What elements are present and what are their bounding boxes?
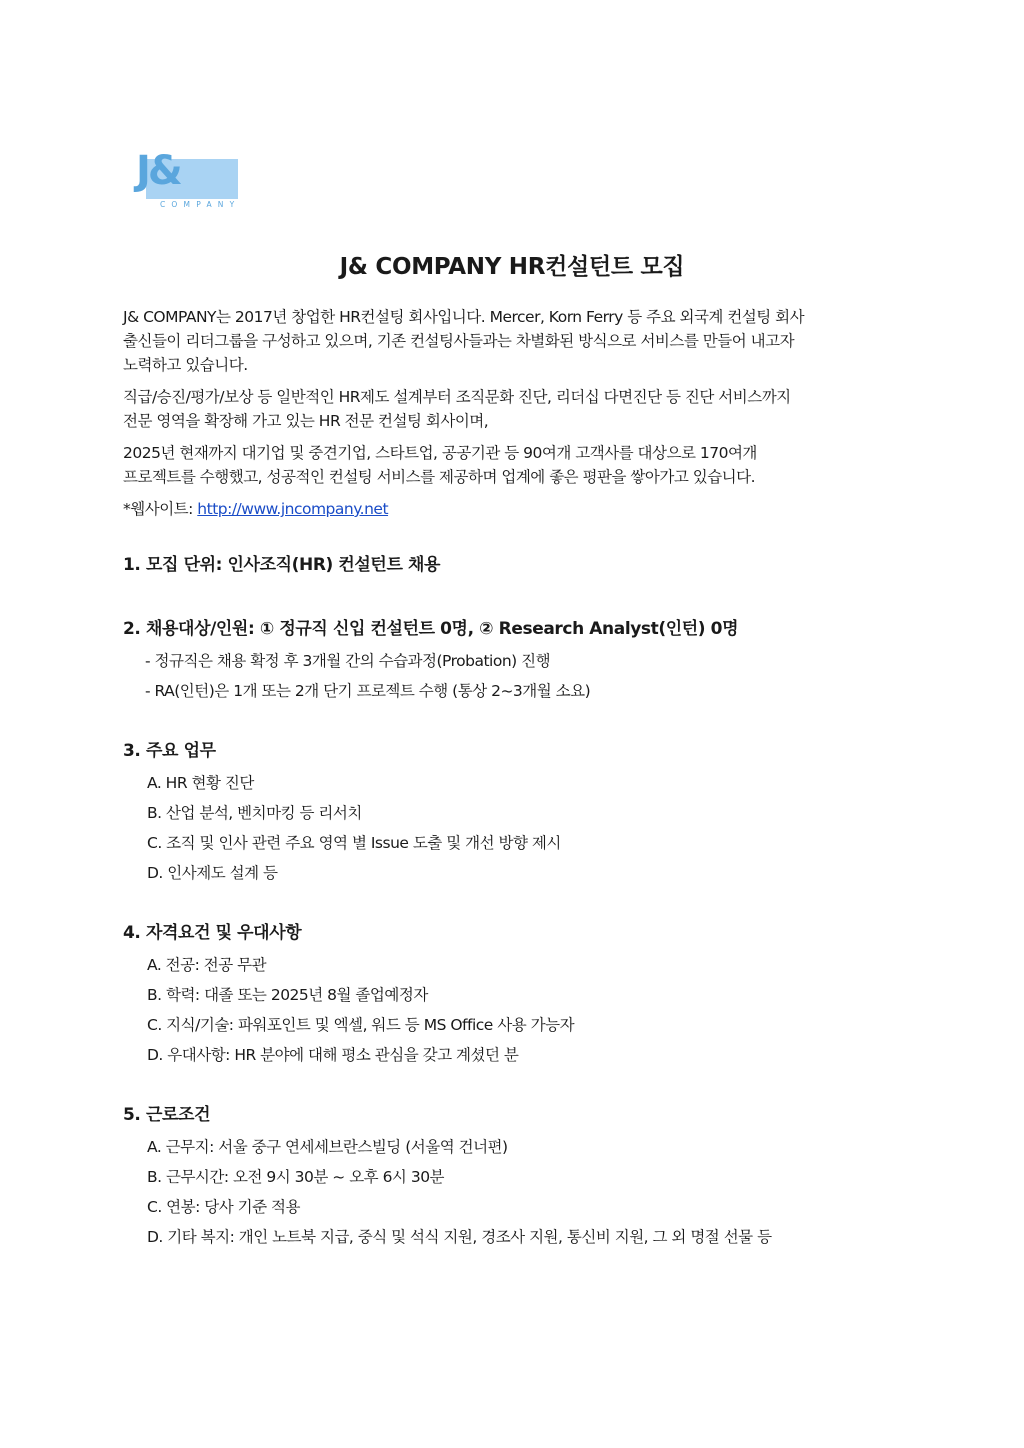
list-item: D. 인사제도 설계 등 bbox=[147, 864, 278, 882]
intro-line: 전문 영역을 확장해 가고 있는 HR 전문 컨설팅 회사이며, bbox=[123, 412, 489, 430]
intro-paragraph-3 bbox=[123, 441, 903, 489]
section-heading: 3. 주요 업무 bbox=[123, 741, 216, 761]
list-item: A. 근무지: 서울 중구 연세세브란스빌딩 (서울역 건너편) bbox=[147, 1138, 508, 1156]
section-heading: 5. 근로조건 bbox=[123, 1105, 211, 1125]
logo-mark: J& bbox=[136, 148, 180, 194]
website-link[interactable]: http://www.jncompany.net bbox=[197, 500, 389, 518]
section-target-headcount bbox=[123, 617, 903, 709]
list-item: B. 근무시간: 오전 9시 30분 ~ 오후 6시 30분 bbox=[147, 1168, 445, 1186]
section-working-conditions bbox=[123, 1103, 903, 1255]
list-item: B. 학력: 대졸 또는 2025년 8월 졸업예정자 bbox=[147, 986, 428, 1004]
intro-paragraph-2 bbox=[123, 385, 903, 433]
list-item: C. 조직 및 인사 관련 주요 영역 별 Issue 도출 및 개선 방향 제시 bbox=[147, 834, 561, 852]
section-qualifications bbox=[123, 921, 903, 1073]
intro-block bbox=[123, 305, 903, 529]
website-label: *웹사이트: bbox=[123, 500, 198, 518]
intro-line: 출신들이 리더그룹을 구성하고 있으며, 기존 컨설팅사들과는 차별화된 방식으로 서비스를 만들어 내고자 bbox=[123, 332, 795, 350]
list-item: C. 지식/기술: 파워포인트 및 엑셀, 워드 등 MS Office 사용 가능자 bbox=[147, 1016, 575, 1034]
list-item: - 정규직은 채용 확정 후 3개월 간의 수습과정(Probation) 진행 bbox=[145, 652, 551, 670]
intro-line: 프로젝트를 수행했고, 성공적인 컨설팅 서비스를 제공하며 업계에 좋은 평판을 쌓아가고 있습니다. bbox=[123, 468, 756, 486]
list-item: D. 기타 복지: 개인 노트북 지급, 중식 및 석식 지원, 경조사 지원, 통신비 지원, 그 외 명절 선물 등 bbox=[147, 1228, 772, 1246]
section-list bbox=[123, 953, 903, 1067]
section-list bbox=[123, 649, 903, 703]
intro-paragraph-1 bbox=[123, 305, 903, 377]
intro-line: 2025년 현재까지 대기업 및 중견기업, 스타트업, 공공기관 등 90여개 고객사를 대상으로 170여개 bbox=[123, 444, 757, 462]
list-item: A. 전공: 전공 무관 bbox=[147, 956, 267, 974]
website-line bbox=[123, 497, 903, 521]
list-item: B. 산업 분석, 벤치마킹 등 리서치 bbox=[147, 804, 362, 822]
section-heading: 2. 채용대상/인원: ① 정규직 신입 컨설턴트 0명, ② Research Analyst(인턴) 0명 bbox=[123, 619, 739, 639]
intro-line: 직급/승진/평가/보상 등 일반적인 HR제도 설계부터 조직문화 진단, 리더십 다면진단 등 진단 서비스까지 bbox=[123, 388, 791, 406]
company-logo bbox=[136, 148, 241, 213]
section-main-duties bbox=[123, 739, 903, 891]
section-recruit-unit bbox=[123, 553, 903, 577]
section-list bbox=[123, 771, 903, 885]
section-heading: 4. 자격요건 및 우대사항 bbox=[123, 923, 302, 943]
list-item: A. HR 현황 진단 bbox=[147, 774, 254, 792]
intro-line: 노력하고 있습니다. bbox=[123, 356, 248, 374]
page-title: J& COMPANY HR컨설턴트 모집 bbox=[339, 254, 685, 280]
intro-line: J& COMPANY는 2017년 창업한 HR컨설팅 회사입니다. Mercer, Korn Ferry 등 주요 외국계 컨설팅 회사 bbox=[123, 308, 805, 326]
list-item: C. 연봉: 당사 기준 적용 bbox=[147, 1198, 300, 1216]
section-heading: 1. 모집 단위: 인사조직(HR) 컨설턴트 채용 bbox=[123, 555, 441, 575]
list-item: - RA(인턴)은 1개 또는 2개 단기 프로젝트 수행 (통상 2~3개월 소요) bbox=[145, 682, 591, 700]
list-item: D. 우대사항: HR 분야에 대해 평소 관심을 갖고 계셨던 분 bbox=[147, 1046, 519, 1064]
section-list bbox=[123, 1135, 903, 1249]
logo-wordmark: COMPANY bbox=[160, 200, 241, 209]
